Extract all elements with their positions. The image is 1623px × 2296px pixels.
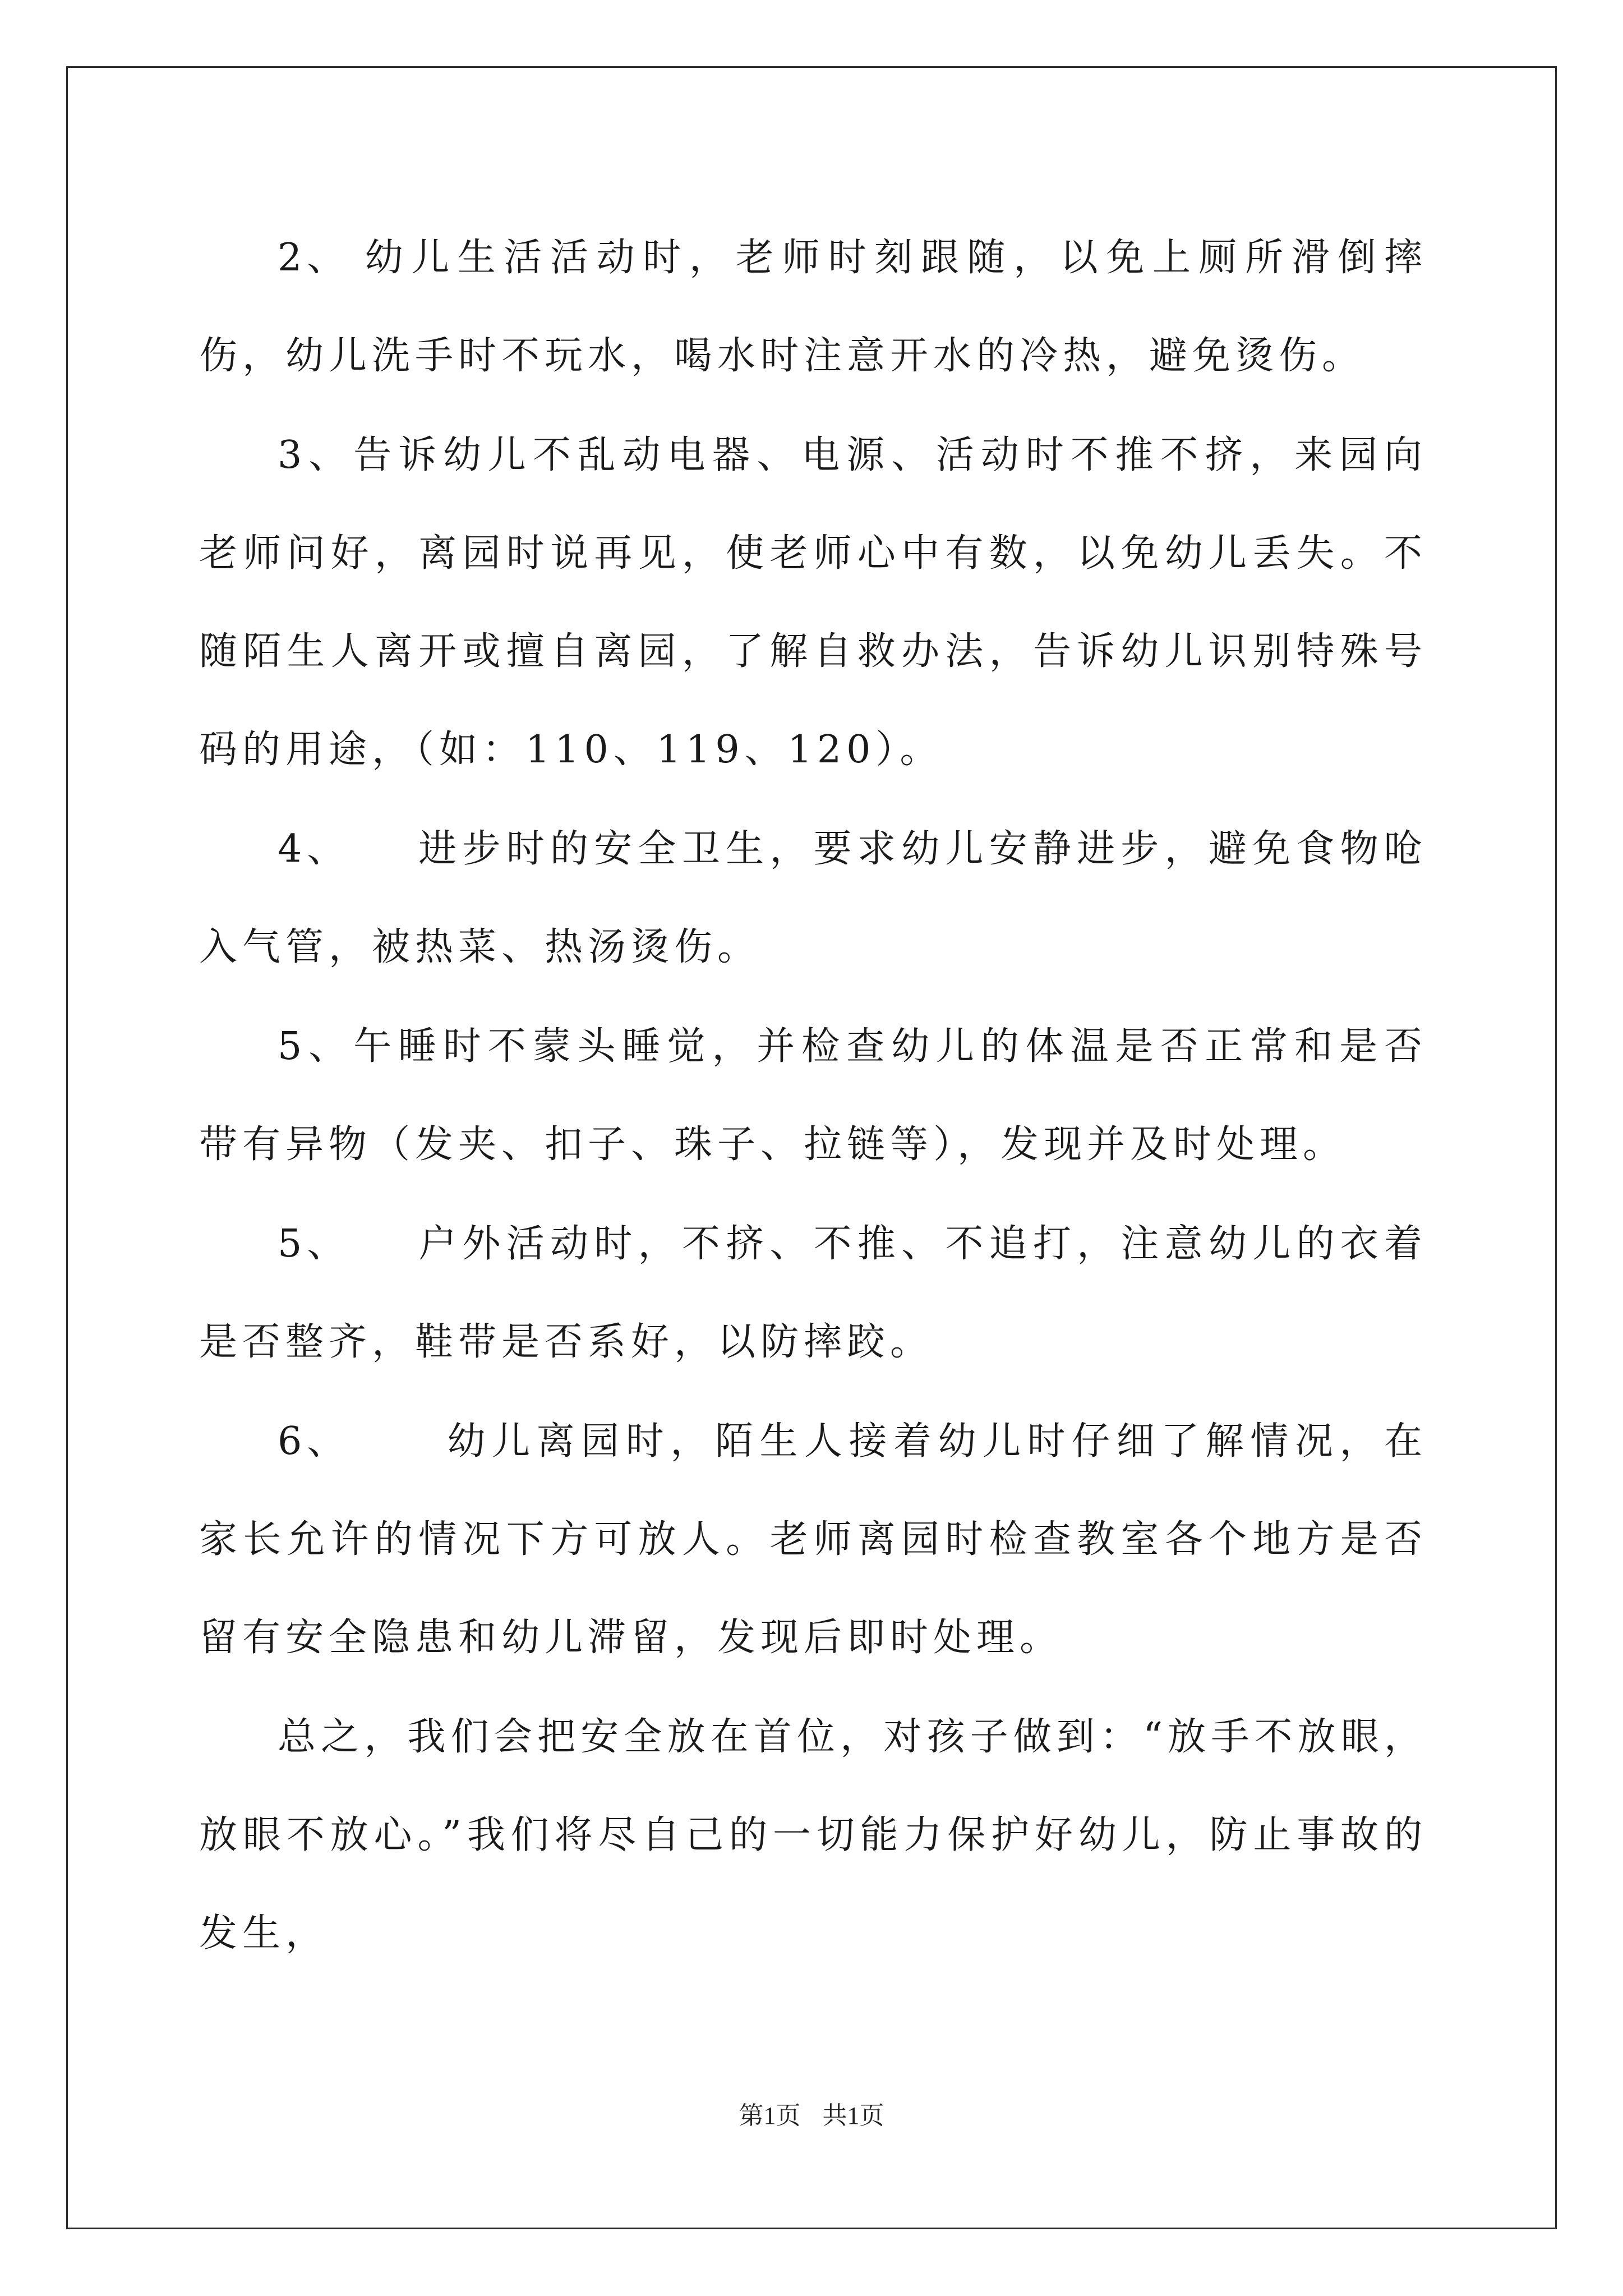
- paragraph-item-3: [199, 406, 1427, 799]
- paragraph-number: 2、: [278, 236, 351, 280]
- paragraph-text: 户外活动时，不挤、不推、不追打，注意幼儿的衣着是否整齐，鞋带是否系好，以防摔跤。: [199, 1222, 1427, 1364]
- paragraph-text: 总之，我们会把安全放在首位，对孩子做到：“放手不放眼，放眼不放心。”我们将尽自己的一切能力保护好幼儿，防止事故的发生，: [199, 1715, 1427, 1955]
- paragraph-item-4: [199, 800, 1427, 996]
- paragraph-text: 5、午睡时不蒙头睡觉，并检查幼儿的体温是否正常和是否带有异物（发夹、扣子、珠子、拉链等），发现并及时处理。: [199, 1024, 1427, 1167]
- paragraph-text: 幼儿离园时，陌生人接着幼儿时仔细了解情况，在家长允许的情况下方可放人。老师离园时检查教室各个地方是否留有安全隐患和幼儿滞留，发现后即时处理。: [199, 1419, 1427, 1660]
- paragraph-item-2: [199, 209, 1427, 405]
- document-body: [199, 209, 1427, 1984]
- paragraph-summary: [199, 1688, 1427, 1982]
- paragraph-item-5a: [199, 997, 1427, 1194]
- paragraph-item-6: [199, 1392, 1427, 1687]
- paragraph-number: 5、: [278, 1222, 351, 1266]
- page-footer: [0, 2095, 1623, 2131]
- page-number-total: 共1页: [822, 2102, 884, 2129]
- paragraph-number: 6、: [278, 1419, 351, 1464]
- paragraph-text: 幼儿生活活动时，老师时刻跟随，以免上厕所滑倒摔伤，幼儿洗手时不玩水，喝水时注意开水的冷热，避免烫伤。: [199, 236, 1427, 378]
- paragraph-text: 进步时的安全卫生，要求幼儿安静进步，避免食物呛入气管，被热菜、热汤烫伤。: [199, 827, 1427, 969]
- paragraph-item-5b: [199, 1195, 1427, 1391]
- paragraph-text: 3、告诉幼儿不乱动电器、电源、活动时不推不挤，来园向老师问好，离园时说再见，使老师心中有数，以免幼儿丢失。不随陌生人离开或擅自离园，了解自救办法，告诉幼儿识别特殊号码的用途，（如：110、119、120）。: [199, 433, 1427, 772]
- page-number-current: 第1页: [739, 2102, 801, 2129]
- paragraph-number: 4、: [278, 827, 351, 871]
